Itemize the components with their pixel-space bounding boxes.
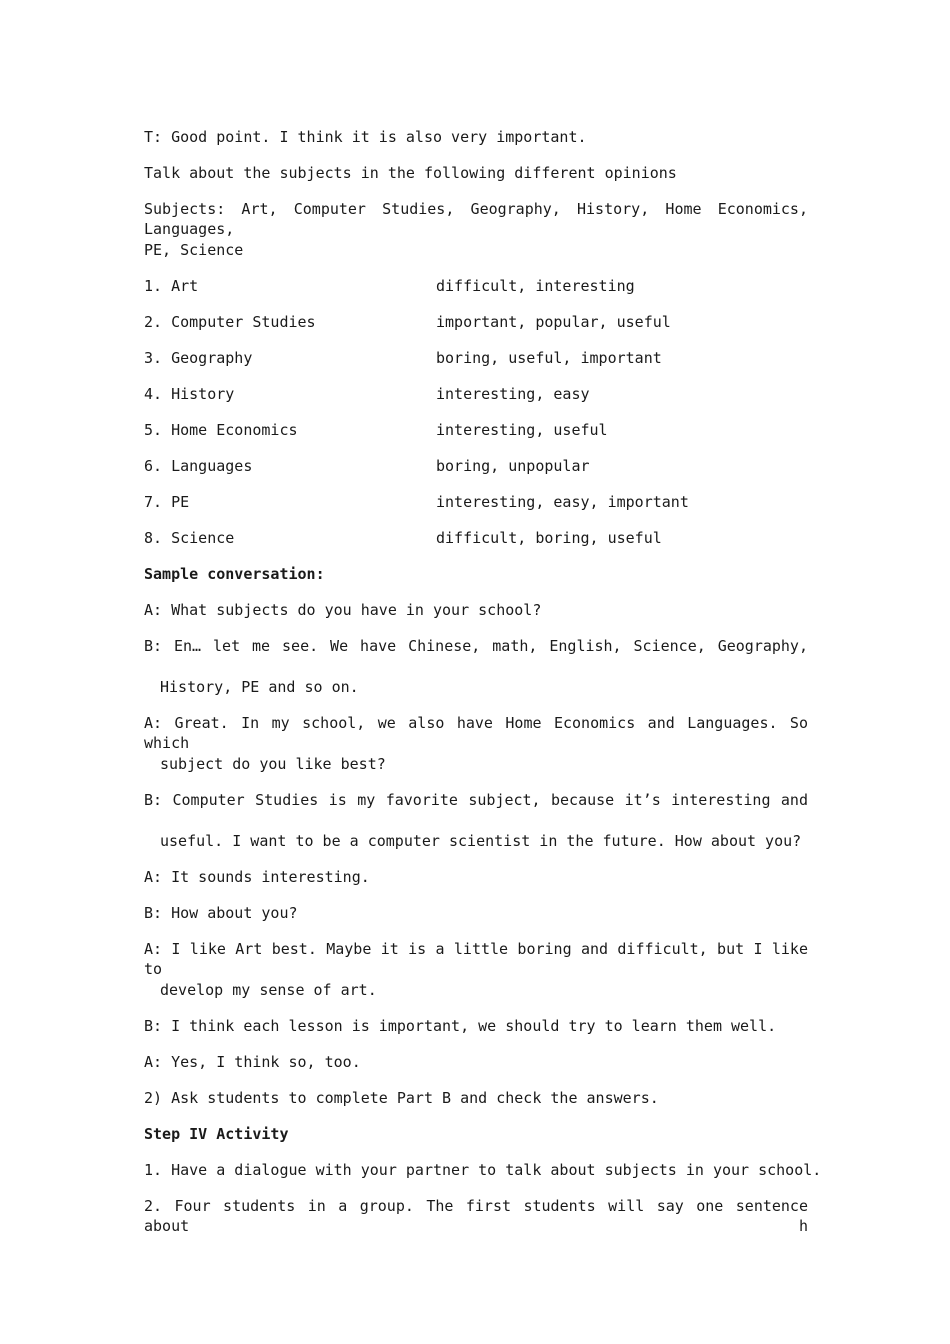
teacher-line: T: Good point. I think it is also very important. xyxy=(144,128,587,146)
dialogue-line-continuation: develop my sense of art. xyxy=(160,981,377,999)
dialogue-line: A: What subjects do you have in your school? xyxy=(144,601,542,619)
table-row-subject: 7. PE xyxy=(144,493,190,511)
dialogue-line: B: En… let me see. We have Chinese, math, English, Science, Geography, xyxy=(144,637,808,655)
table-row-opinions: difficult, interesting xyxy=(436,277,635,295)
table-row-opinions: boring, unpopular xyxy=(436,457,590,475)
activity-item: 1. Have a dialogue with your partner to talk about subjects in your school. xyxy=(144,1161,822,1179)
table-row-opinions: interesting, useful xyxy=(436,421,608,439)
subjects-list-line-1: Subjects: Art, Computer Studies, Geography, History, Home Economics, Languages, xyxy=(144,200,808,238)
dialogue-line: A: Great. In my school, we also have Home Economics and Languages. So which xyxy=(144,714,808,752)
dialogue-line-continuation: subject do you like best? xyxy=(160,755,386,773)
table-row-subject: 8. Science xyxy=(144,529,235,547)
table-row-subject: 2. Computer Studies xyxy=(144,313,316,331)
subjects-list-line-2: PE, Science xyxy=(144,241,244,259)
dialogue-line-continuation: useful. I want to be a computer scientist in the future. How about you? xyxy=(160,832,802,850)
task-instruction: 2) Ask students to complete Part B and check the answers. xyxy=(144,1089,659,1107)
dialogue-line: B: Computer Studies is my favorite subject, because it’s interesting and xyxy=(144,791,808,809)
table-row-opinions: important, popular, useful xyxy=(436,313,671,331)
table-row-opinions: difficult, boring, useful xyxy=(436,529,662,547)
activity-heading: Step IV Activity xyxy=(144,1125,289,1143)
activity-item: 2. Four students in a group. The first students will say one sentence about h xyxy=(144,1197,808,1235)
dialogue-line: A: Yes, I think so, too. xyxy=(144,1053,361,1071)
dialogue-line: B: I think each lesson is important, we should try to learn them well. xyxy=(144,1017,777,1035)
conversation-heading: Sample conversation: xyxy=(144,565,325,583)
instruction-line: Talk about the subjects in the following different opinions xyxy=(144,164,677,182)
table-row-subject: 4. History xyxy=(144,385,235,403)
table-row-subject: 5. Home Economics xyxy=(144,421,298,439)
dialogue-line: B: How about you? xyxy=(144,904,298,922)
dialogue-line: A: It sounds interesting. xyxy=(144,868,370,886)
table-row-opinions: boring, useful, important xyxy=(436,349,662,367)
table-row-subject: 6. Languages xyxy=(144,457,253,475)
table-row-subject: 3. Geography xyxy=(144,349,253,367)
dialogue-line: A: I like Art best. Maybe it is a little boring and difficult, but I like to xyxy=(144,940,808,978)
dialogue-line-continuation: History, PE and so on. xyxy=(160,678,359,696)
table-row-subject: 1. Art xyxy=(144,277,199,295)
table-row-opinions: interesting, easy, important xyxy=(436,493,689,511)
table-row-opinions: interesting, easy xyxy=(436,385,590,403)
